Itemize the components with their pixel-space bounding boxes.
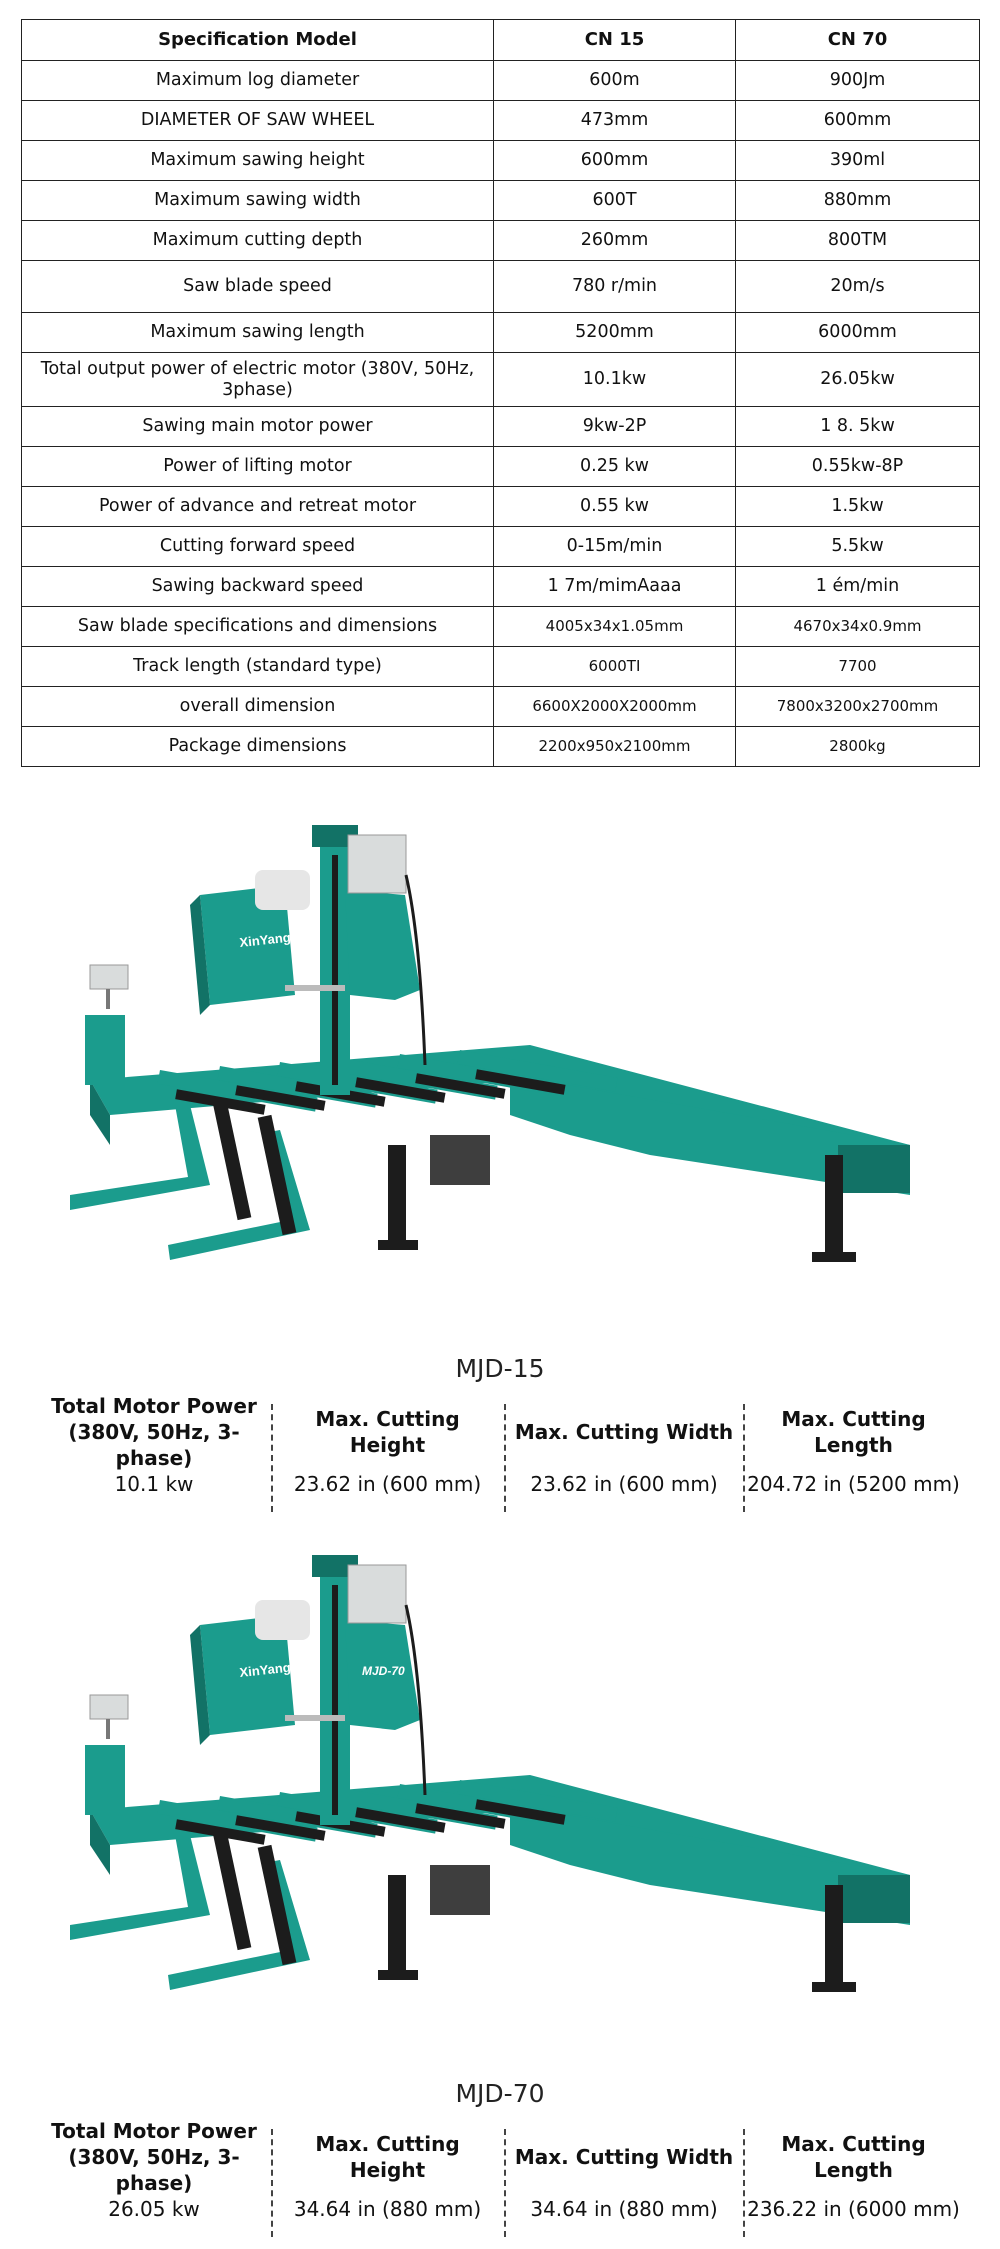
support-leg [825, 1885, 843, 1985]
spec-label-cell: Power of lifting motor [22, 447, 494, 487]
spec-row [22, 261, 980, 313]
feature-label: Max. Cutting Height [315, 2132, 460, 2182]
feature-value: 34.64 in (880 mm) [530, 2197, 718, 2221]
spec-row [22, 353, 980, 407]
feature-strip [40, 1394, 960, 1512]
spec-value-cell: 26.05kw [736, 353, 980, 407]
spec-value-cell: 6000mm [736, 313, 980, 353]
spec-row [22, 313, 980, 353]
model-name: MJD-15 [455, 1354, 545, 1383]
spec-value-cell: 600m [494, 61, 736, 101]
machine-photo [50, 815, 940, 1315]
feature-column [508, 2125, 740, 2237]
spec-value-cell: 2800kg [736, 727, 980, 767]
dashed-divider [504, 1404, 506, 1512]
spec-row [22, 687, 980, 727]
feature-value: 10.1 kw [114, 1472, 194, 1496]
hydraulic-jack [213, 1100, 252, 1220]
sawmill-illustration [50, 815, 940, 1315]
spec-value-cell: 4005x34x1.05mm [494, 607, 736, 647]
spec-value-cell: 600mm [494, 141, 736, 181]
rail-end-plate [838, 1145, 910, 1193]
spec-label-cell: Package dimensions [22, 727, 494, 767]
spec-label-cell: Power of advance and retreat motor [22, 487, 494, 527]
spec-label-cell: Maximum log diameter [22, 61, 494, 101]
spec-row [22, 181, 980, 221]
spec-value-cell: 1.5kw [736, 487, 980, 527]
spec-header-row [22, 20, 980, 61]
spec-value-cell: 2200x950x2100mm [494, 727, 736, 767]
spec-label-cell: Maximum cutting depth [22, 221, 494, 261]
spec-label-cell: Maximum sawing width [22, 181, 494, 221]
spec-row [22, 221, 980, 261]
spec-value-cell: 0.25 kw [494, 447, 736, 487]
saw-blade [285, 985, 345, 991]
feature-value: 26.05 kw [108, 2197, 200, 2221]
feature-value: 23.62 in (600 mm) [530, 1472, 718, 1496]
spec-row [22, 567, 980, 607]
spec-value-cell: 1 7m/mimAaaa [494, 567, 736, 607]
dashed-divider [743, 1404, 745, 1512]
feature-column [747, 2125, 960, 2237]
water-tank [255, 1600, 310, 1640]
outrigger-leg [70, 1105, 210, 1210]
lead-screw [332, 1585, 338, 1815]
feature-value: 23.62 in (600 mm) [293, 1472, 482, 1496]
saw-blade [285, 1715, 345, 1721]
spec-header-cell: CN 15 [494, 20, 736, 61]
lead-screw [332, 855, 338, 1085]
spec-row [22, 61, 980, 101]
support-leg [388, 1145, 406, 1245]
spec-row [22, 407, 980, 447]
feature-label: Max. Cutting Height [315, 1407, 460, 1457]
spec-header-cell: Specification Model [22, 20, 494, 61]
spec-value-cell: 5200mm [494, 313, 736, 353]
end-cabinet [85, 1015, 125, 1085]
rail-end-plate [838, 1875, 910, 1923]
spec-value-cell: 600T [494, 181, 736, 221]
hydraulic-jack [213, 1830, 252, 1950]
spec-value-cell: 4670x34x0.9mm [736, 607, 980, 647]
end-cabinet [85, 1745, 125, 1815]
water-tank [255, 870, 310, 910]
feature-value: 236.22 in (6000 mm) [747, 2197, 960, 2221]
spec-row [22, 141, 980, 181]
support-foot [378, 1240, 418, 1250]
outrigger-leg [70, 1835, 210, 1940]
spec-value-cell: 9kw-2P [494, 407, 736, 447]
spec-label-cell: Sawing backward speed [22, 567, 494, 607]
spec-value-cell: 6600X2000X2000mm [494, 687, 736, 727]
spec-value-cell: 7700 [736, 647, 980, 687]
feature-value: 34.64 in (880 mm) [293, 2197, 482, 2221]
feature-label: Max. Cutting Width [514, 1420, 734, 1444]
remote-control-box [90, 965, 128, 989]
spec-row [22, 527, 980, 567]
spec-value-cell: 1 ém/min [736, 567, 980, 607]
spec-header-cell: CN 70 [736, 20, 980, 61]
spec-value-cell: 1 8. 5kw [736, 407, 980, 447]
feature-strip [40, 2119, 960, 2237]
feature-column [508, 1400, 740, 1512]
spec-label-cell: Maximum sawing height [22, 141, 494, 181]
support-foot [378, 1970, 418, 1980]
spec-value-cell: 0.55 kw [494, 487, 736, 527]
remote-control-box [90, 1695, 128, 1719]
spec-row [22, 447, 980, 487]
control-box [348, 1565, 406, 1623]
spec-table-container [21, 19, 979, 767]
support-leg [388, 1875, 406, 1975]
spec-label-cell: DIAMETER OF SAW WHEEL [22, 101, 494, 141]
carriage-motor [430, 1865, 490, 1915]
support-leg [825, 1155, 843, 1255]
spec-label-cell: Track length (standard type) [22, 647, 494, 687]
spec-value-cell: 0-15m/min [494, 527, 736, 567]
dashed-divider [504, 2129, 506, 2237]
spec-label-cell: Sawing main motor power [22, 407, 494, 447]
spec-row [22, 607, 980, 647]
right-wheel-guard [345, 890, 420, 1000]
feature-label: Total Motor Power (380V, 50Hz, 3-phase) [51, 1394, 257, 1470]
feature-column [275, 1400, 500, 1512]
spec-value-cell: 880mm [736, 181, 980, 221]
spec-value-cell: 6000TI [494, 647, 736, 687]
spec-value-cell: 473mm [494, 101, 736, 141]
feature-value: 204.72 in (5200 mm) [747, 1472, 960, 1496]
feature-label: Max. Cutting Width [514, 2145, 734, 2169]
dashed-divider [743, 2129, 745, 2237]
brand-logo: XinYang [238, 1659, 292, 1680]
spec-value-cell: 0.55kw-8P [736, 447, 980, 487]
spec-row [22, 101, 980, 141]
feature-label: Total Motor Power (380V, 50Hz, 3-phase) [51, 2119, 257, 2195]
control-box [348, 835, 406, 893]
spec-value-cell: 20m/s [736, 261, 980, 313]
panel-model-label: MJD-70 [362, 1664, 405, 1678]
spec-value-cell: 800TM [736, 221, 980, 261]
feature-column [275, 2125, 500, 2237]
support-foot [812, 1982, 856, 1992]
feature-column [40, 2119, 268, 2237]
feature-column [747, 1400, 960, 1512]
spec-label-cell: Saw blade speed [22, 261, 494, 313]
spec-row [22, 727, 980, 767]
dashed-divider [271, 2129, 273, 2237]
spec-value-cell: 780 r/min [494, 261, 736, 313]
spec-value-cell: 260mm [494, 221, 736, 261]
spec-value-cell: 390ml [736, 141, 980, 181]
feature-label: Max. Cutting Length [781, 1407, 926, 1457]
support-foot [812, 1252, 856, 1262]
spec-row [22, 487, 980, 527]
remote-stand [106, 1719, 110, 1739]
spec-value-cell: 600mm [736, 101, 980, 141]
spec-table [21, 19, 980, 767]
brand-logo: XinYang [238, 929, 292, 950]
spec-value-cell: 7800x3200x2700mm [736, 687, 980, 727]
feature-label: Max. Cutting Length [781, 2132, 926, 2182]
spec-label-cell: overall dimension [22, 687, 494, 727]
spec-row [22, 647, 980, 687]
remote-stand [106, 989, 110, 1009]
carriage-motor [430, 1135, 490, 1185]
feature-column [40, 1394, 268, 1512]
sawmill-illustration [50, 1545, 940, 2045]
spec-value-cell: 900Jm [736, 61, 980, 101]
spec-label-cell: Maximum sawing length [22, 313, 494, 353]
spec-label-cell: Total output power of electric motor (380V, 50Hz, 3phase) [22, 353, 494, 407]
model-name: MJD-70 [455, 2079, 545, 2108]
machine-photo [50, 1545, 940, 2045]
spec-label-cell: Saw blade specifications and dimensions [22, 607, 494, 647]
spec-value-cell: 10.1kw [494, 353, 736, 407]
spec-value-cell: 5.5kw [736, 527, 980, 567]
dashed-divider [271, 1404, 273, 1512]
spec-label-cell: Cutting forward speed [22, 527, 494, 567]
